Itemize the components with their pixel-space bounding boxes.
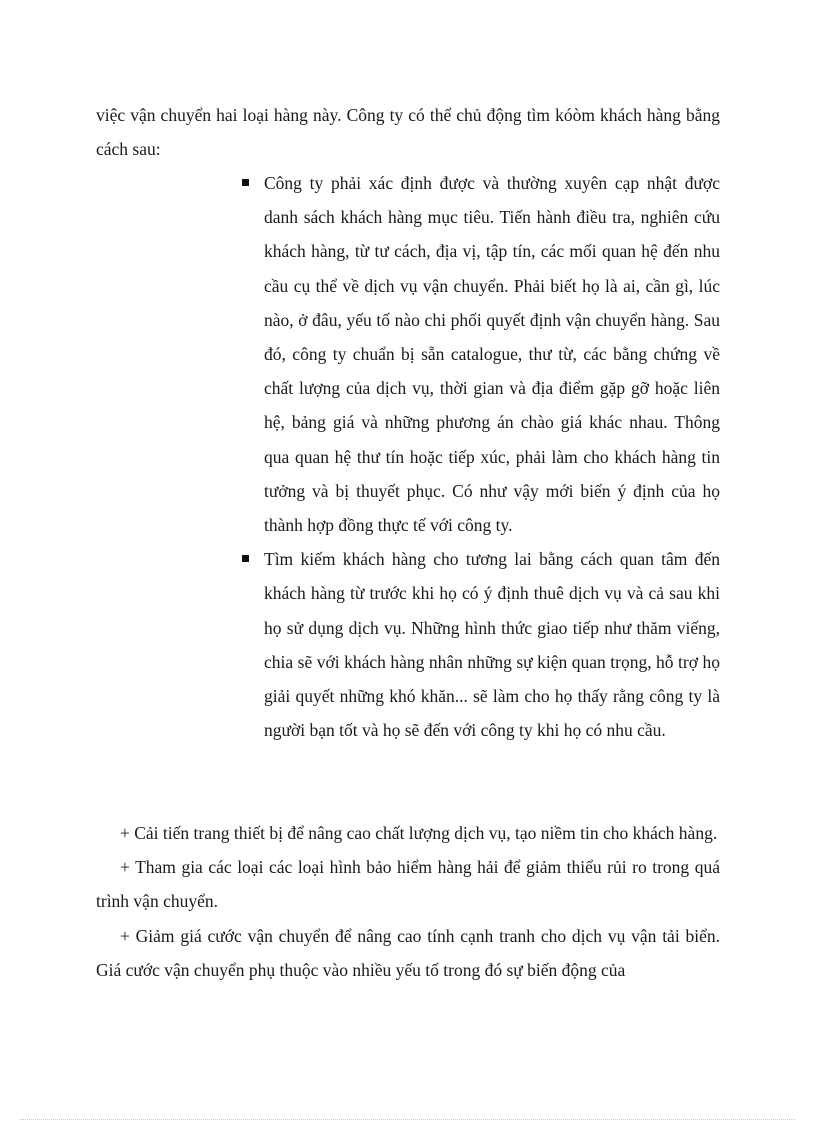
measures-section [96,816,720,987]
bullet-item-target-customers [264,166,720,542]
bullet-text: Công ty phải xác định được và thường xuyên cạp nhật được danh sách khách hàng mục tiêu. Tiến hành điều tra, nghiên cứu khách hàng, từ tư cách, địa vị, tập tín, các mối quan hệ đến nhu cầu cụ thể về dịch vụ vận chuyển. Phải biết họ là ai, cần gì, lúc nào, ở đâu, yếu tố nào chi phối quyết định vận chuyển hàng. Sau đó, công ty chuẩn bị sẵn catalogue, thư từ, các bằng chứng về chất lượng của dịch vụ, thời gian và địa điểm gặp gỡ hoặc liên hệ, bảng giá và những phương án chào giá khác nhau. Thông qua quan hệ thư tín hoặc tiếp xúc, phải làm cho khách hàng tin tưởng và bị thuyết phục. Có như vậy mới biến ý định của họ thành hợp đồng thực tế với công ty. [264,173,720,536]
measure-freight-price: + Giảm giá cước vận chuyển để nâng cao tính cạnh tranh cho dịch vụ vận tải biển. Giá cước vận chuyển phụ thuộc vào nhiều yếu tố trong đó sự biến động của [96,925,720,980]
page-footer-divider [20,1119,796,1120]
customer-search-bullet-list [264,166,720,747]
intro-section [96,98,720,166]
square-bullet-icon [242,555,249,562]
measure-equipment: + Cải tiến trang thiết bị để nâng cao chất lượng dịch vụ, tạo niềm tin cho khách hàng. [120,823,718,843]
square-bullet-icon [242,179,249,186]
bullet-item-future-customers [264,542,720,747]
intro-paragraph: việc vận chuyển hai loại hàng này. Công ty có thể chủ động tìm kóòm khách hàng bằng cách sau: [96,105,720,160]
measure-insurance: + Tham gia các loại các loại hình bảo hiểm hàng hải để giảm thiểu rủi ro trong quá trình vận chuyển. [96,857,720,912]
bullet-text: Tìm kiếm khách hàng cho tương lai bằng cách quan tâm đến khách hàng từ trước khi họ có ý định thuê dịch vụ và cả sau khi họ sử dụng dịch vụ. Những hình thức giao tiếp như thăm viếng, chia sẽ với khách hàng nhân những sự kiện quan trọng, hỗ trợ họ giải quyết những khó khăn... sẽ làm cho họ thấy rằng công ty là người bạn tốt và họ sẽ đến với công ty khi họ có nhu cầu. [264,549,720,741]
